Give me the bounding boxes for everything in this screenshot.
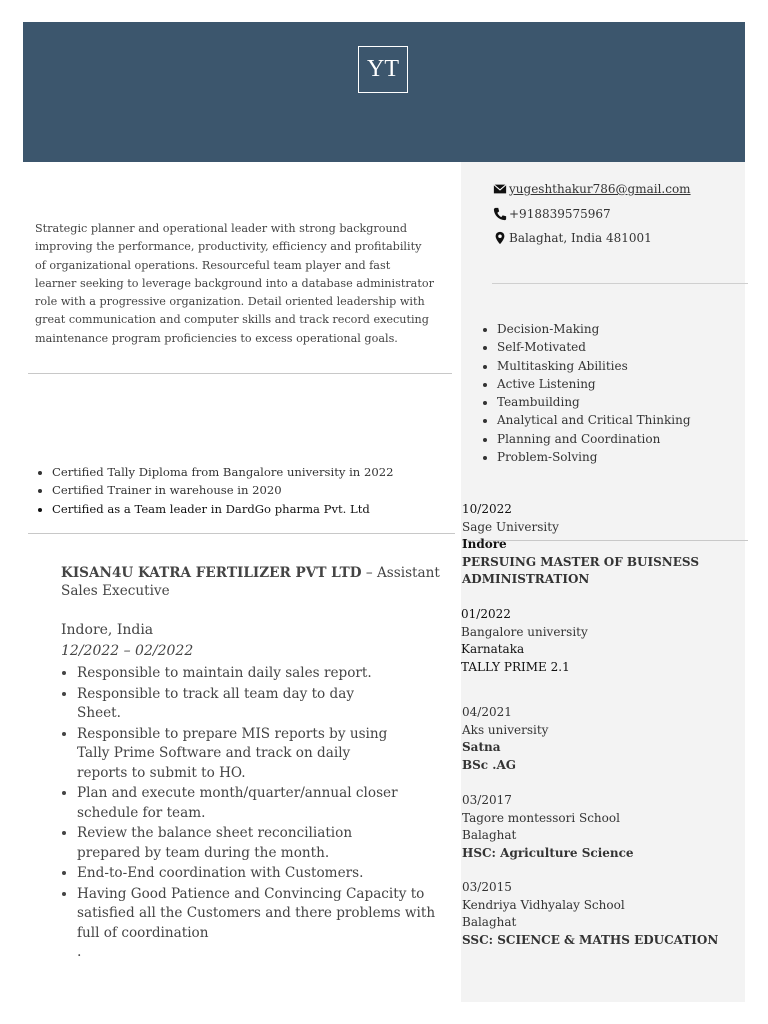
certification-item: • Certified Trainer in warehouse in 2020 (52, 481, 393, 499)
professional-summary: Strategic planner and operational leader with strong background improving the performance, productivity, efficiency and profitability of organizational operations. Resourceful team player and fast learner seeking to leverage background into a database administrator role with a progressive organization. Detail oriented leadership with great communication and computer skills and track record executing maintenance program proficiencies to excess operational goals. (35, 222, 434, 345)
education-date: 01/2022 (461, 607, 511, 621)
summary-divider (28, 373, 452, 374)
education-school: Sage University (462, 519, 559, 534)
certifications-list (36, 463, 393, 518)
skill-item: • Problem-Solving (497, 448, 691, 466)
contact-email-row (493, 182, 691, 196)
education-entry (461, 606, 741, 676)
skills-list (480, 320, 691, 466)
education-entry (462, 704, 742, 774)
address-text: Balaghat, India 481001 (509, 231, 652, 245)
education-entry (462, 501, 742, 589)
skill-item: • Planning and Coordination (497, 430, 691, 448)
responsibility-item: • Responsible to prepare MIS reports by using Tally Prime Software and track on daily reports to submit to HO. (77, 725, 397, 784)
contact-address-row (493, 231, 652, 245)
education-city: Indore (462, 537, 507, 551)
skill-item: • Decision-Making (497, 320, 691, 338)
skill-item: • Self-Motivated (497, 338, 691, 356)
responsibilities-list (61, 664, 456, 943)
responsibility-item: • End-to-End coordination with Customers. (77, 864, 456, 884)
contact-phone-row (493, 207, 611, 221)
education-city: Karnataka (461, 642, 525, 656)
education-city: Balaghat (462, 915, 517, 929)
responsibility-item: • Plan and execute month/quarter/annual closer schedule for team. (77, 784, 456, 823)
education-city: Satna (462, 740, 501, 754)
responsibility-item: • Responsible to track all team day to day Sheet. (77, 685, 377, 724)
company-name: KISAN4U KATRA FERTILIZER PVT LTD (61, 565, 362, 581)
job-title (61, 564, 456, 600)
education-school: Aks university (462, 722, 549, 737)
education-school: Tagore montessori School (462, 810, 620, 825)
sidebar-divider (492, 283, 748, 284)
education-school: Kendriya Vidhyalay School (462, 897, 625, 912)
job-role: – Assistant Sales Executive (61, 565, 440, 599)
education-degree: PERSUING MASTER OF BUISNESS ADMINISTRATION (462, 554, 699, 586)
location-pin-icon (493, 231, 507, 245)
education-school: Bangalore university (461, 624, 588, 639)
header-banner (23, 22, 745, 162)
skill-item: • Multitasking Abilities (497, 357, 691, 375)
trailing-text: . (77, 944, 82, 960)
email-link[interactable]: yugeshthakur786@gmail.com (509, 182, 691, 196)
education-city: Balaghat (462, 828, 517, 842)
education-date: 10/2022 (462, 502, 512, 516)
responsibility-item: • Review the balance sheet reconciliation prepared by team during the month. (77, 824, 377, 863)
skill-item: • Analytical and Critical Thinking (497, 411, 691, 429)
certification-item: • Certified as a Team leader in DardGo pharma Pvt. Ltd (52, 500, 393, 518)
education-entry (462, 879, 742, 949)
experience-section (61, 564, 456, 960)
education-degree: BSc .AG (462, 757, 517, 772)
education-degree: TALLY PRIME 2.1 (461, 659, 570, 674)
initials-monogram: YT (358, 46, 408, 93)
envelope-icon (493, 182, 507, 196)
skill-item: • Teambuilding (497, 393, 691, 411)
job-dates: 12/2022 – 02/2022 (61, 643, 194, 659)
certifications-divider (28, 533, 455, 534)
education-entry (462, 792, 742, 862)
phone-number: +918839575967 (509, 207, 611, 221)
education-date: 04/2021 (462, 705, 512, 719)
education-date: 03/2015 (462, 880, 512, 894)
certification-item: • Certified Tally Diploma from Bangalore university in 2022 (52, 463, 393, 481)
education-degree: SSC: SCIENCE & MATHS EDUCATION (462, 932, 719, 947)
skill-item: • Active Listening (497, 375, 691, 393)
education-date: 03/2017 (462, 793, 512, 807)
education-degree: HSC: Agriculture Science (462, 845, 634, 860)
job-location: Indore, India (61, 622, 154, 638)
responsibility-item: • Having Good Patience and Convincing Capacity to satisfied all the Customers and there problems with full of coordination (77, 885, 456, 944)
responsibility-item: • Responsible to maintain daily sales report. (77, 664, 456, 684)
phone-icon (493, 207, 507, 221)
